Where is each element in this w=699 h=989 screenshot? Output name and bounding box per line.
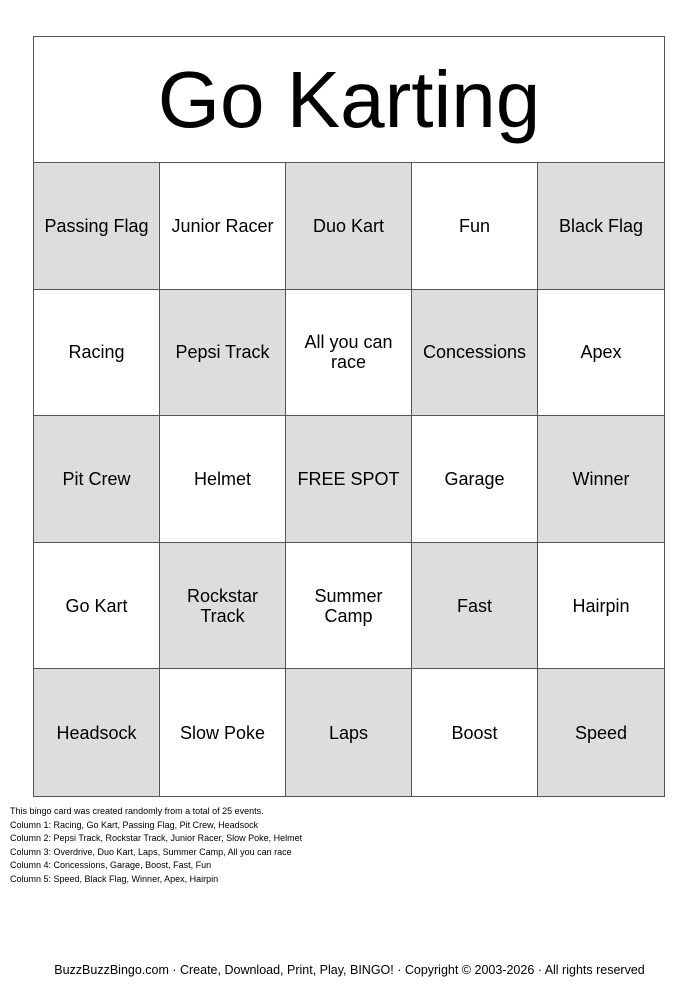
bingo-cell-r1c2: Junior Racer — [160, 163, 286, 290]
bingo-cell-r4c3: Summer Camp — [286, 543, 412, 670]
bingo-cell-r4c5: Hairpin — [538, 543, 664, 670]
bingo-cell-r4c1: Go Kart — [34, 543, 160, 670]
notes-column-1: Column 1: Racing, Go Kart, Passing Flag, Pit Crew, Headsock — [10, 819, 259, 830]
bingo-cell-r3c5: Winner — [538, 416, 664, 543]
bingo-cell-r1c1: Passing Flag — [34, 163, 160, 290]
notes-column-4: Column 4: Concessions, Garage, Boost, Fast, Fun — [10, 860, 212, 870]
bingo-cell-r3c4: Garage — [412, 416, 538, 543]
notes-column-3: Column 3: Overdrive, Duo Kart, Laps, Summer Camp, All you can race — [10, 846, 292, 857]
notes-column-5: Column 5: Speed, Black Flag, Winner, Apex, Hairpin — [10, 873, 219, 884]
bingo-cell-r5c5: Speed — [538, 669, 664, 796]
bingo-cell-r5c1: Headsock — [34, 669, 160, 796]
bingo-cell-r2c3: All you can race — [286, 290, 412, 417]
bingo-cell-r1c4: Fun — [412, 163, 538, 290]
bingo-cell-r3c1: Pit Crew — [34, 416, 160, 543]
bingo-cell-r2c5: Apex — [538, 290, 664, 417]
bingo-cell-r4c2: Rockstar Track — [160, 543, 286, 670]
bingo-cell-r4c4: Fast — [412, 543, 538, 670]
bingo-cell-r1c3: Duo Kart — [286, 163, 412, 290]
bingo-cell-r2c4: Concessions — [412, 290, 538, 417]
bingo-cell-r3c2: Helmet — [160, 416, 286, 543]
bingo-cell-r1c5: Black Flag — [538, 163, 664, 290]
notes-summary: This bingo card was created randomly from a total of 25 events. — [10, 806, 264, 816]
page-footer: BuzzBuzzBingo.com · Create, Download, Print, Play, BINGO! · Copyright © 2003-2026 · All rights reserved — [54, 963, 645, 977]
bingo-cell-free-spot: FREE SPOT — [286, 416, 412, 543]
bingo-cell-r2c2: Pepsi Track — [160, 290, 286, 417]
card-title: Go Karting — [34, 37, 664, 163]
card-notes — [10, 805, 302, 886]
bingo-card — [33, 36, 665, 797]
bingo-cell-r5c2: Slow Poke — [160, 669, 286, 796]
bingo-cell-r5c3: Laps — [286, 669, 412, 796]
bingo-cell-r5c4: Boost — [412, 669, 538, 796]
bingo-grid — [34, 163, 664, 796]
notes-column-2: Column 2: Pepsi Track, Rockstar Track, Junior Racer, Slow Poke, Helmet — [10, 833, 303, 843]
bingo-cell-r2c1: Racing — [34, 290, 160, 417]
